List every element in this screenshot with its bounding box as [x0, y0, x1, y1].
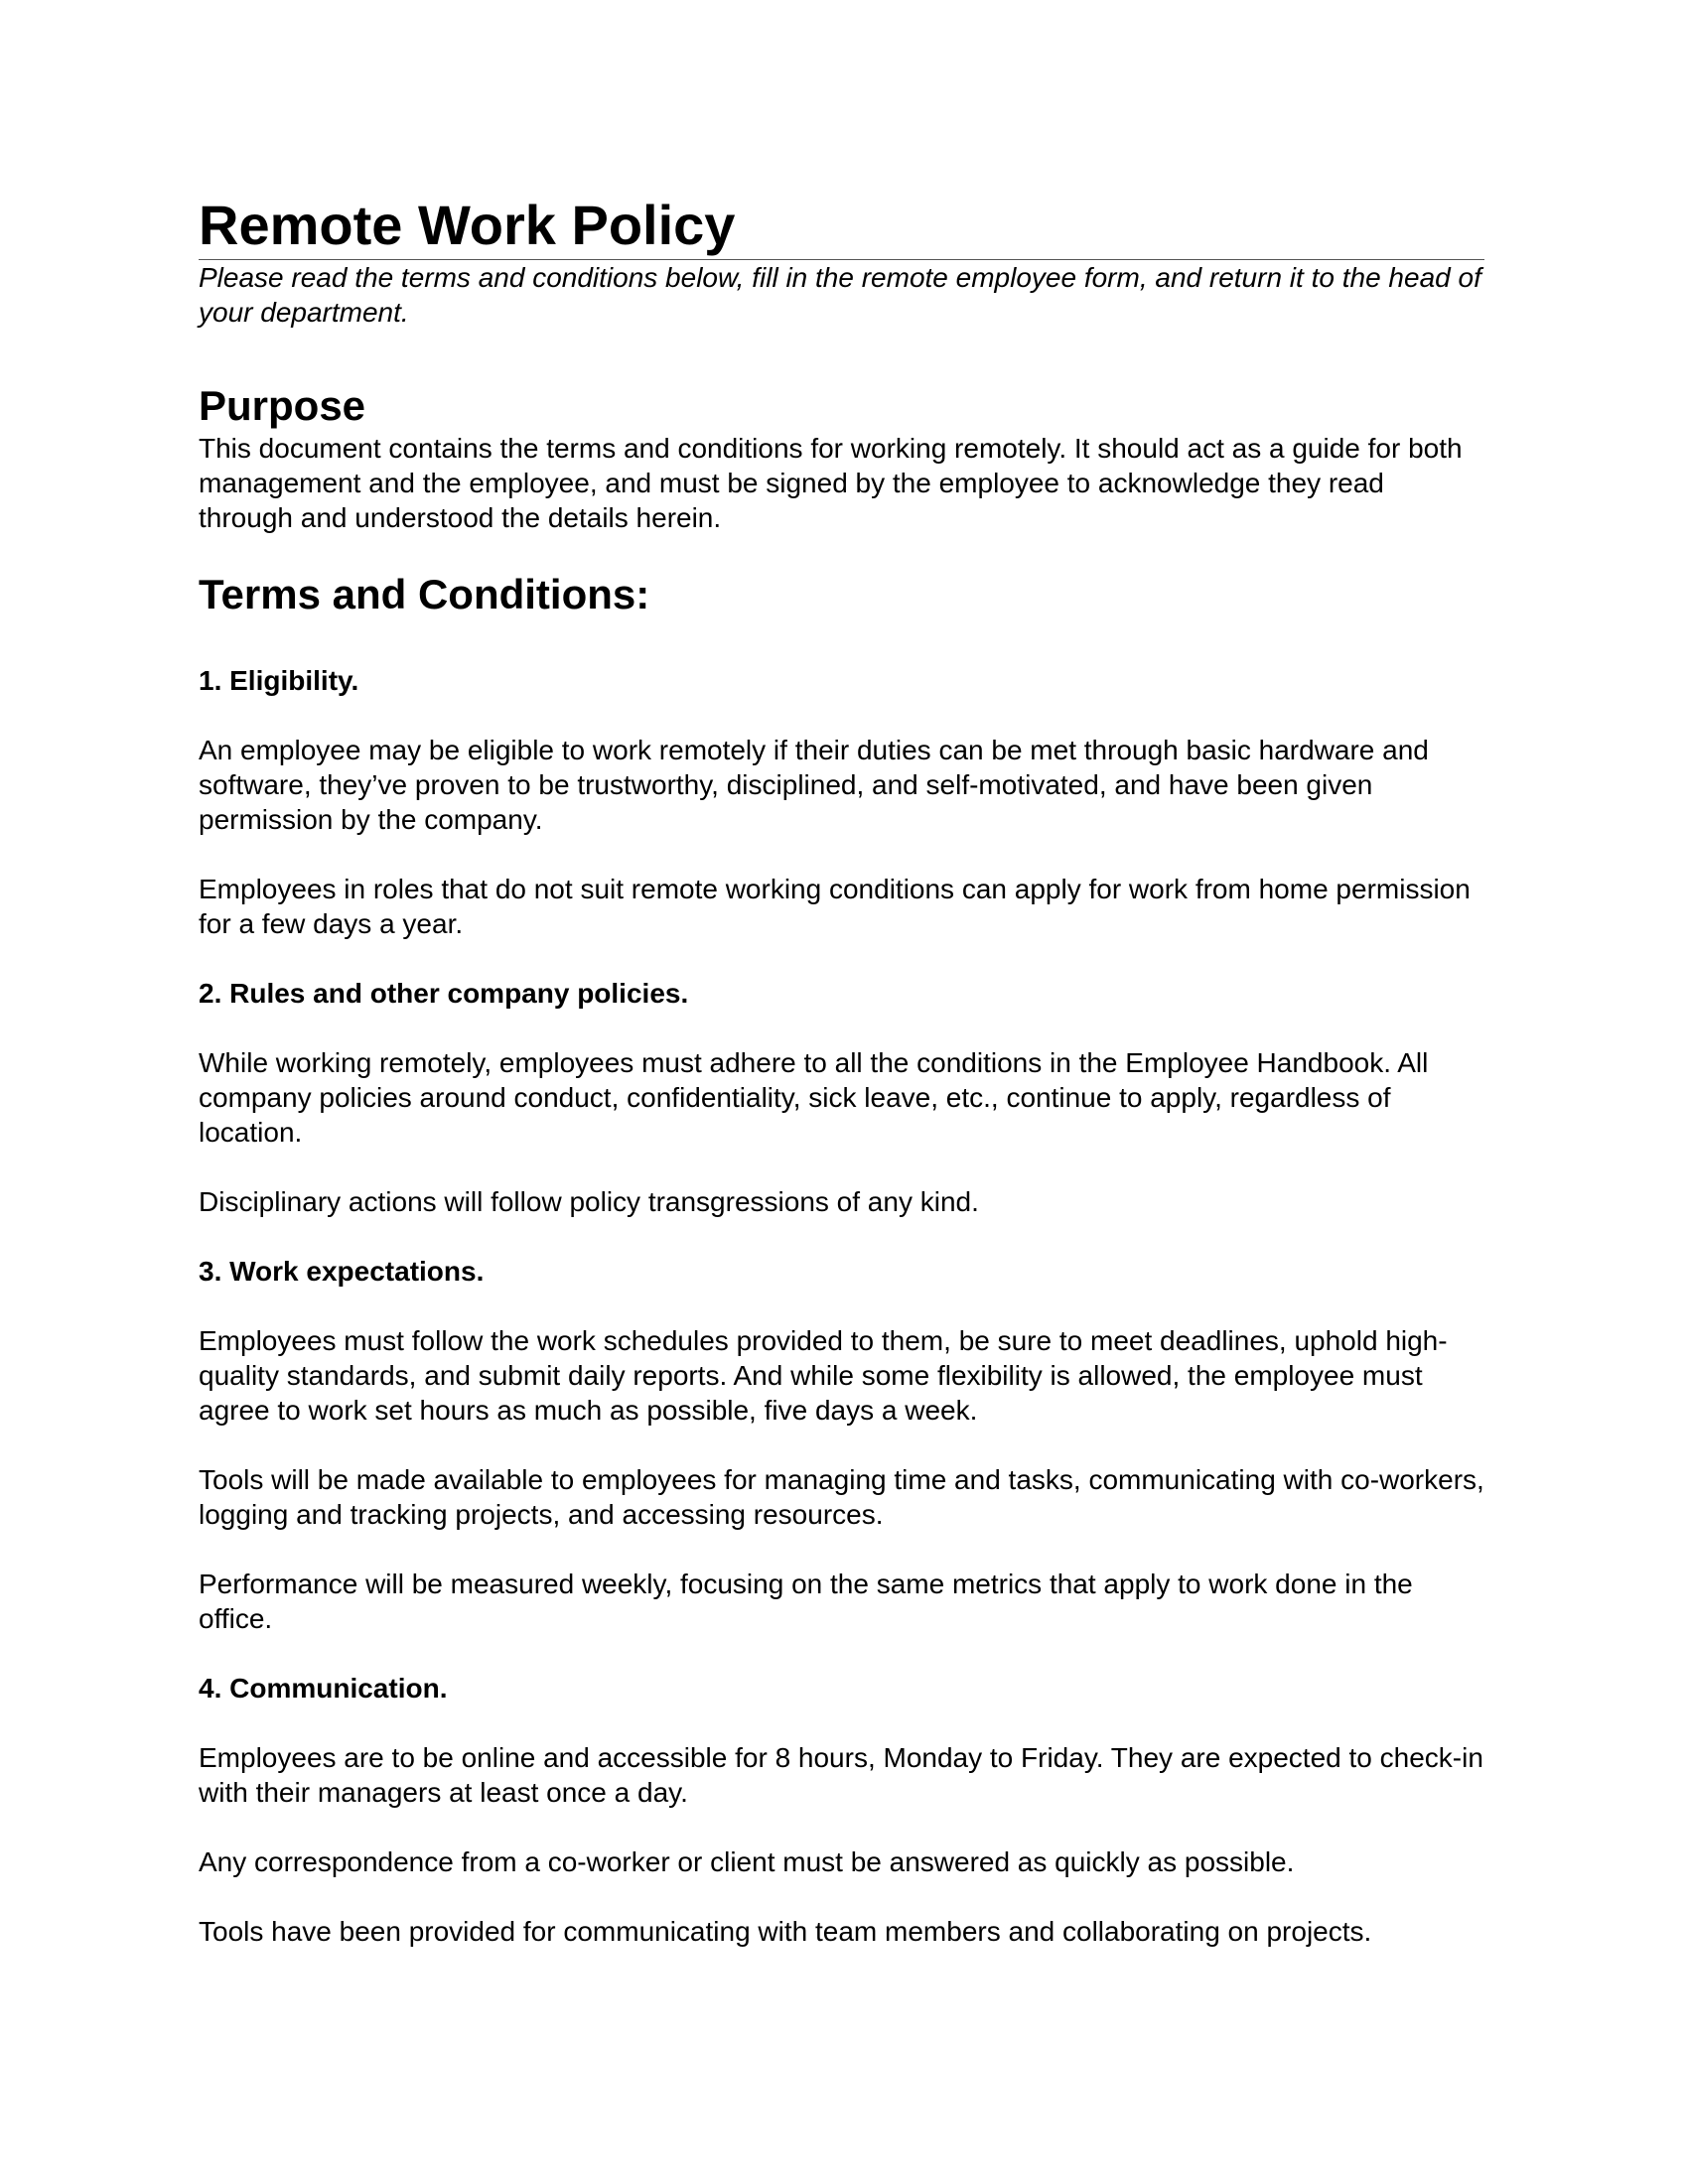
purpose-text: This document contains the terms and conditions for working remotely. It should act as a guide for both management and the employee, and must be signed by the employee to acknowledge they read through and understood the details herein. [199, 433, 1463, 533]
terms-sections [199, 663, 1484, 1949]
subtitle-instructions: Please read the terms and conditions below, fill in the remote employee form, and return it to the head of your department. [199, 262, 1481, 328]
section-paragraph: Employees must follow the work schedules provided to them, be sure to meet deadlines, uphold high-quality standards, and submit daily reports. And while some flexibility is allowed, the employee must agree to work set hours as much as possible, five days a week. [199, 1325, 1448, 1426]
section-rules-policies [199, 976, 1484, 1219]
section-heading: 3. Work expectations. [199, 1256, 485, 1287]
section-communication [199, 1671, 1484, 1949]
section-paragraph: Disciplinary actions will follow policy transgressions of any kind. [199, 1186, 979, 1217]
section-eligibility [199, 663, 1484, 941]
section-paragraph: Employees are to be online and accessible for 8 hours, Monday to Friday. They are expected to check-in with their managers at least once a day. [199, 1742, 1483, 1808]
page-title: Remote Work Policy [199, 194, 1484, 260]
section-paragraph: While working remotely, employees must adhere to all the conditions in the Employee Handbook. All company policies around conduct, confidentiality, sick leave, etc., continue to apply, regardless of location. [199, 1047, 1429, 1148]
section-paragraph: Any correspondence from a co-worker or client must be answered as quickly as possible. [199, 1846, 1295, 1877]
section-paragraph: An employee may be eligible to work remotely if their duties can be met through basic hardware and software, they’ve proven to be trustworthy, disciplined, and self-motivated, and have been given permission by the company. [199, 735, 1429, 835]
document-page [199, 194, 1484, 1949]
section-paragraph: Tools have been provided for communicating with team members and collaborating on projects. [199, 1916, 1372, 1947]
section-paragraph: Employees in roles that do not suit remote working conditions can apply for work from home permission for a few days a year. [199, 874, 1471, 939]
section-heading: 4. Communication. [199, 1673, 448, 1704]
section-work-expectations [199, 1254, 1484, 1636]
section-heading: 1. Eligibility. [199, 665, 359, 696]
section-heading: 2. Rules and other company policies. [199, 978, 689, 1009]
terms-heading: Terms and Conditions: [199, 571, 650, 617]
purpose-heading: Purpose [199, 382, 366, 429]
section-paragraph: Performance will be measured weekly, focusing on the same metrics that apply to work done in the office. [199, 1569, 1413, 1634]
section-paragraph: Tools will be made available to employees for managing time and tasks, communicating with co-workers, logging and tracking projects, and accessing resources. [199, 1464, 1484, 1530]
